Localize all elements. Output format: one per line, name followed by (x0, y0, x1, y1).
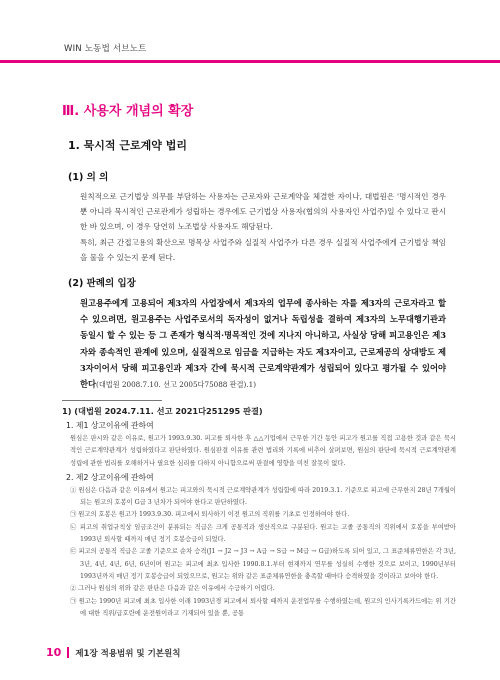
footnotes (62, 406, 456, 620)
header-title: WIN 노동법 서브노트 (64, 44, 147, 54)
footnote-subheading: 1. 제1 상고이유에 관하여 (66, 421, 154, 430)
footnote-item: ㉠ 원고의 호봉은 원고가 1993.9.30. 피고에서 퇴사하기 이전 원고의 직위를 기초로 인정하여야 한다. (70, 511, 350, 519)
footer-separator (67, 647, 69, 658)
footnote-divider (62, 400, 162, 401)
footnote-text: 원심은 판시와 같은 이유로, 원고가 1993.9.30. 피고를 퇴사한 후 △△기업에서 근무한 기간 동안 피고가 원고를 직접 고용한 것과 같은 묵시적인 근로계약관계가 성립하였다고 판단하였다. 원심판결 이유를 관련 법리와 기록에 비추어 살펴보면, 원심의 판단에 묵시적 근로계약관계 성립에 관한 법리를 오해하거나 필요한 심리를 다하지 아니함으로써 판결에 영향을 미친 잘못이 없다. (70, 435, 456, 467)
precedent-paragraph (80, 295, 446, 393)
subsection-title: 1. 묵시적 근로계약 법리 (68, 139, 187, 152)
footnote-subheading: 2. 제2 상고이유에 관하여 (66, 472, 154, 482)
item-title-precedent: (2) 판례의 입장 (68, 278, 136, 290)
footnote-item: ㉠ 원고는 1990년 피고에 최초 입사한 이래 1993년경 피고에서 퇴사할 때까지 운전업무를 수행하였는데, 원고의 인사기록카드에는 위 기간에 대한 직위/급호란에 운전원이라고 기재되어 있을 뿐, 공통 (70, 597, 456, 617)
precedent-citation: (대법원 2008.7.10. 선고 2005다75088 판결).1) (96, 380, 257, 390)
footnote-item: ② 그러나 원심의 위와 같은 판단은 다음과 같은 이유에서 수긍하기 어렵다. (70, 585, 275, 593)
header-rule (0, 60, 500, 63)
meaning-paragraph: 원칙적으로 근기법상 의무를 부담하는 사용자는 근로자와 근로계약을 체결한 자이나, 대법원은 '명시적인 경우뿐 아니라 묵시적인 근로관계가 성립하는 경우에도 근기법상 사용자(협의의 사용자인 사업주)일 수 있다고 판시한 바 있으며, 이 경우 당연히 노조법상 사용자도 해당된다. (80, 192, 446, 232)
page-header (0, 0, 500, 64)
page-number: 10 (46, 646, 62, 659)
main-content (62, 92, 446, 393)
chapter-title: 제1장 적용범위 및 기본원칙 (75, 648, 181, 659)
meaning-paragraph: 특히, 최근 간접고용의 확산으로 명목상 사업주와 실질적 사업주가 다른 경우 실질적 사업주에게 근기법상 책임을 물을 수 있는지 문제 된다. (80, 237, 446, 262)
item-title-meaning: (1) 의 의 (68, 172, 109, 183)
section-title: Ⅲ. 사용자 개념의 확장 (62, 104, 194, 119)
footnote-item: ① 원심은 다음과 같은 이유에서 원고는 피고와의 묵시적 근로계약관계가 성립함에 따라 2019.3.1. 기준으로 피고에 근무한지 28년 7개월이 되는 원고의 호봉이 G급 3 년차가 되어야 한다고 판단하였다. (70, 486, 456, 507)
footnote-item: ㉢ 피고의 공통직 직급은 고졸 기준으로 순차 승격(J1 → J2 → J3 → A급 → S급 → M급 → G급)하도록 되어 있고, 그 표준체류연한은 각 3년, 3년, 4년, 4년, 6년, 6년이며 원고는 피고에 최초 입사한 1990.8.1.부터 현재까지 연무를 성실히 수행한 것으로 보이고, 1990년부터 1993년까지 매년 정기 호봉승급이 되었으므로, 원고는 위와 같은 표준체류연한을 충족할 때마다 승격하였을 것이라고 보아야 한다. (70, 548, 456, 580)
footnote-item: ㉡ 피고의 취업규칙상 임금조건이 분류되는 직급은 크게 공통직과 생산직으로 구분된다. 원고는 고졸 공통직의 직위에서 호봉을 부여받아 1993년 퇴사할 때까지 매년 정기 호봉승급이 되었다. (70, 523, 456, 544)
footnote-heading: 1) (대법원 2024.7.11. 선고 2021다251295 판결) (62, 406, 263, 416)
page-footer (46, 646, 180, 659)
precedent-text: 원고용주에게 고용되어 제3자의 사업장에서 제3자의 업무에 종사하는 자를 제3자의 근로자라고 할 수 있으려면, 원고용주는 사업주로서의 독자성이 없거나 독립성을 결하여 제3자의 노무대행기관과 동일시 할 수 있는 등 그 존재가 형식적·명목적인 것에 지나지 아니하고, 사실상 당해 피고용인은 제3자와 종속적인 관계에 있으며, 실질적으로 임금을 지급하는 자도 제3자이고, 근로제공의 상대방도 제3자이어서 당해 피고용인과 제3자 간에 묵시적 근로계약관계가 성립되어 있다고 평가될 수 있어야 한다 (80, 298, 446, 390)
